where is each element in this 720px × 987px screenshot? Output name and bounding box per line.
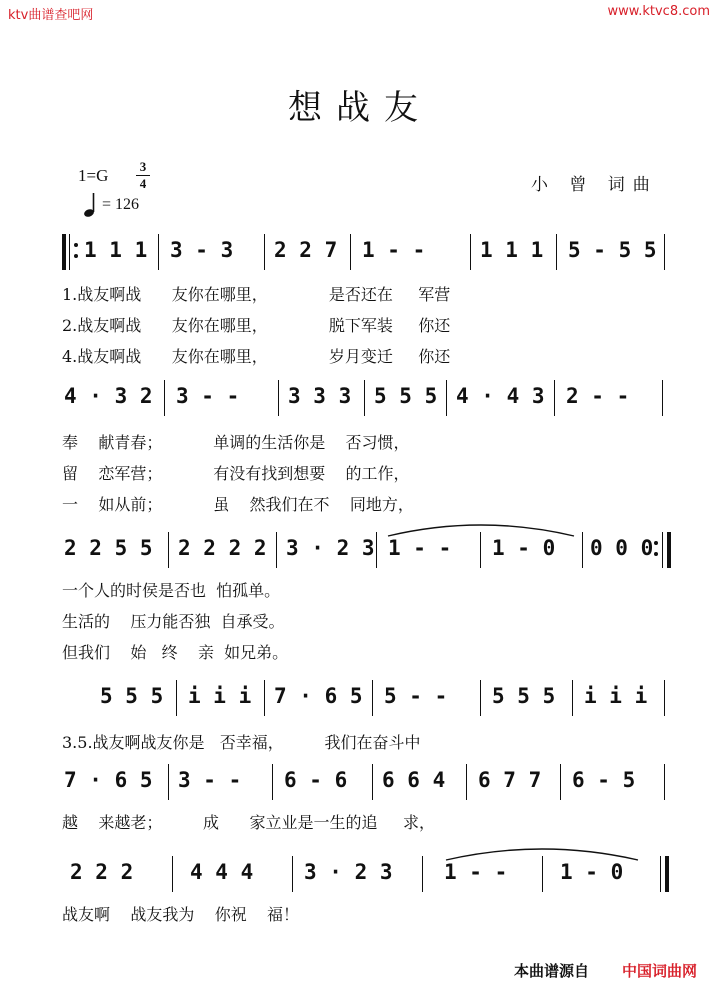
measure: 4 4 4 [190, 860, 254, 884]
measure: 6 7 7 [478, 768, 542, 792]
measure: 7 · 6 5 [64, 768, 153, 792]
measure: 5 5 5 [374, 384, 438, 408]
measure: 1 - - [444, 860, 508, 884]
key-signature: 1=G [78, 166, 109, 185]
measure: 4 · 4 3 [456, 384, 545, 408]
measure: 5 - - [384, 684, 448, 708]
song-title: 想战友 [288, 88, 432, 128]
measure: 2 2 5 5 [64, 536, 153, 560]
score-line-3 [60, 528, 670, 572]
lyric-line: 奉 献青春； 单调的生活你是 否习惯， [62, 433, 410, 452]
measure: 5 5 5 [100, 684, 164, 708]
measure: 5 5 5 [492, 684, 556, 708]
lyric-line: 2.战友啊战 友你在哪里， 脱下军装 你还 [62, 316, 451, 335]
measure: 7 · 6 5 [274, 684, 363, 708]
quarter-note-icon [84, 192, 96, 218]
lyric-line: 3.5.战友啊战友你是 否幸福， 我们在奋斗中 [62, 733, 421, 752]
tempo-marking: = 126 [102, 196, 140, 213]
composer-credit: 小 曾 词曲 [531, 175, 658, 195]
measure: 0 0 0 [590, 536, 654, 560]
tie-arc [444, 844, 640, 862]
measure: 3 - 3 [170, 238, 234, 262]
source-site: 中国词曲网 [622, 962, 698, 980]
lyric-line: 一个人的时侯是否也 怕孤单。 [62, 581, 281, 600]
source-label: 本曲谱源自 [514, 962, 590, 980]
lyric-line: 但我们 始 终 亲 如兄弟。 [62, 643, 289, 662]
measure: 2 2 2 [70, 860, 134, 884]
measure: 3 3 3 [288, 384, 352, 408]
time-signature [136, 160, 150, 191]
measure: 4 · 3 2 [64, 384, 153, 408]
lyric-line: 留 恋军营； 有没有找到想要 的工作， [62, 464, 410, 483]
measure: 6 - 6 [284, 768, 348, 792]
measure: 1 1 1 [480, 238, 544, 262]
measure: 3 · 2 3 [286, 536, 375, 560]
measure: 2 2 7 [274, 238, 338, 262]
measure: 3 - - [176, 384, 240, 408]
time-top: 3 [139, 159, 147, 174]
site-watermark-right: www.ktvc8.com [607, 4, 710, 19]
lyric-line: 战友啊 战友我为 你祝 福！ [62, 905, 300, 924]
score-line-5 [60, 760, 670, 804]
score-line-6 [60, 852, 670, 896]
lyric-line: 一 如从前； 虽 然我们在不 同地方， [62, 495, 414, 514]
lyric-line: 1.战友啊战 友你在哪里， 是否还在 军营 [62, 285, 451, 304]
measure: 1 - - [362, 238, 426, 262]
measure: 2 - - [566, 384, 630, 408]
measure: i i i [584, 684, 648, 708]
time-bottom: 4 [139, 176, 147, 191]
measure: 1 - 0 [560, 860, 624, 884]
score-line-4 [60, 676, 670, 720]
measure: 3 - - [178, 768, 242, 792]
measure: i i i [188, 684, 252, 708]
measure: 3 · 2 3 [304, 860, 393, 884]
measure: 6 6 4 [382, 768, 446, 792]
measure: 5 - 5 5 [568, 238, 657, 262]
score-line-1 [60, 230, 670, 274]
score-line-2 [60, 376, 670, 420]
tie-arc [386, 520, 576, 538]
measure: 2 2 2 2 [178, 536, 267, 560]
measure: 1 - - [388, 536, 452, 560]
lyric-line: 越 来越老； 成 家立业是一生的追 求， [62, 813, 435, 832]
site-watermark-left: ktv曲谱查吧网 [8, 8, 94, 23]
measure: 6 - 5 [572, 768, 636, 792]
measure: 1 1 1 [84, 238, 148, 262]
lyric-line: 4.战友啊战 友你在哪里， 岁月变迁 你还 [62, 347, 451, 366]
measure: 1 - 0 [492, 536, 556, 560]
lyric-line: 生活的 压力能否独 自承受。 [62, 612, 285, 631]
